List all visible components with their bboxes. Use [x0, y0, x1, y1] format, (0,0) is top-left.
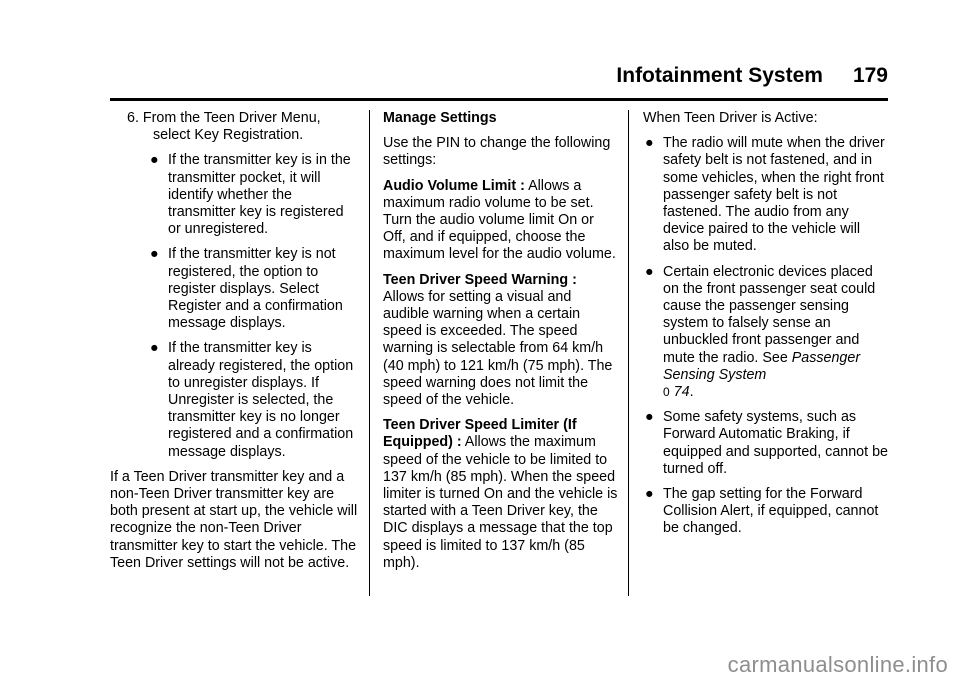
step-6: 6. From the Teen Driver Menu, select Key Registration.: [127, 110, 321, 144]
column-divider-right: [628, 110, 629, 596]
header-rule: [110, 98, 888, 101]
page-reference-icon: 0: [663, 385, 670, 400]
column-3: [643, 110, 889, 546]
section-heading: Manage Settings: [383, 110, 497, 126]
intro-paragraph: Use the PIN to change the following settings:: [383, 135, 611, 169]
term-label: Teen Driver Speed Limiter (If Equipped) :: [383, 417, 577, 451]
bullet-icon: ●: [645, 263, 654, 280]
page-number: 179: [852, 64, 888, 87]
bullet-icon: ●: [150, 152, 159, 169]
list-item: ● If the transmitter key is already registered, the option to unregister displays. If Unregister is selected, the transmitter key is no longer registered and a confirmation message displays.: [150, 340, 354, 460]
closing-paragraph: If a Teen Driver transmitter key and a non-Teen Driver transmitter key are both present at start up, the vehicle will recognize the non-Teen Driver transmitter key to start the vehicle. The Teen Driver settings will not be active.: [110, 468, 358, 571]
page-header: [0, 64, 888, 88]
list-item: ● If the transmitter key is in the transmitter pocket, it will identify whether the transmitter key is registered or unregistered.: [150, 152, 351, 238]
term-description: Allows for setting a visual and audible warning when a certain speed is exceeded. The speed warning is selectable from 64 km/h (40 mph) to 121 km/h (75 mph). The speed warning does not limit the speed of the vehicle.: [383, 288, 613, 409]
term-description: Allows the maximum speed of the vehicle to be limited to 137 km/h (85 mph). When the speed limiter is turned On and the vehicle is started with a Teen Driver key, the DIC displays a message that the top speed is limited to 137 km/h (85 mph).: [383, 434, 618, 571]
setting-audio-volume-limit: [383, 178, 619, 264]
section-title: Infotainment System: [616, 64, 823, 87]
intro-paragraph: When Teen Driver is Active:: [643, 110, 818, 126]
bullet-icon: ●: [645, 135, 654, 152]
term-label: Audio Volume Limit :: [383, 177, 525, 194]
setting-speed-limiter: [383, 417, 619, 572]
bullet-icon: ●: [645, 486, 654, 503]
watermark: carmanualsonline.info: [727, 652, 948, 677]
term-label: Teen Driver Speed Warning :: [383, 271, 577, 288]
term-description: Allows a maximum radio volume to be set. Turn the audio volume limit On or Off, and if equipped, choose the maximum level for the audio volume.: [383, 177, 616, 263]
column-divider-left: [369, 110, 370, 596]
list-item: ● Some safety systems, such as Forward Automatic Braking, if equipped and supported, cannot be turned off.: [645, 409, 888, 477]
page-reference-number[interactable]: 74: [673, 384, 690, 401]
bullet-icon: ●: [150, 246, 159, 263]
column-1: [110, 110, 358, 580]
sub-bullet-list: [110, 152, 358, 460]
list-item: ● Certain electronic devices placed on the front passenger seat could cause the passenger sensing system to falsely sense an unbuckled front passenger and mute the radio. See Passenger Sensing System 0 74.: [645, 263, 876, 401]
bullet-icon: ●: [150, 340, 159, 357]
cross-reference-link[interactable]: Passenger Sensing System: [663, 349, 861, 383]
column-2: [383, 110, 619, 580]
list-item: ● The gap setting for the Forward Collision Alert, if equipped, cannot be changed.: [645, 486, 879, 537]
list-item: ● The radio will mute when the driver safety belt is not fastened, and in some vehicles, when the right front passenger safety belt is not fastened. The audio from any device paired to the vehicle will also be muted.: [645, 135, 885, 255]
list-item: ● If the transmitter key is not registered, the option to register displays. Select Register and a confirmation message displays.: [150, 246, 343, 332]
bullet-icon: ●: [645, 409, 654, 426]
setting-speed-warning: [383, 272, 619, 410]
